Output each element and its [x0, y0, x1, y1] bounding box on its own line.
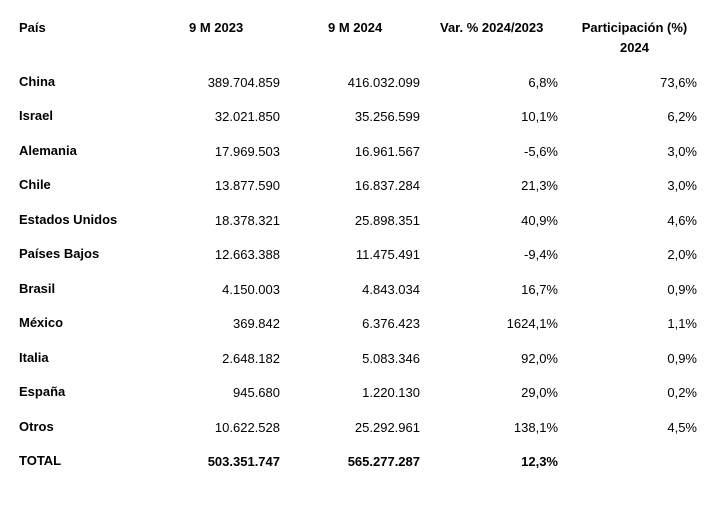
row-9m-2023: 4.150.003 [222, 282, 280, 297]
row-pais: Estados Unidos [19, 212, 118, 227]
row-pais: España [19, 384, 66, 399]
row-pais: Otros [19, 419, 54, 434]
row-pais: Brasil [19, 281, 56, 296]
row-9m-2024: 5.083.346 [362, 351, 420, 366]
row-9m-2024: 1.220.130 [362, 385, 420, 400]
row-participacion: 6,2% [667, 109, 697, 124]
row-9m-2023: 17.969.503 [214, 144, 280, 159]
row-var: 40,9% [521, 213, 558, 228]
row-9m-2024: 25.292.961 [354, 420, 420, 435]
row-9m-2024: 16.961.567 [354, 144, 420, 159]
row-var: 16,7% [521, 282, 558, 297]
row-9m-2023: 12.663.388 [214, 247, 280, 262]
row-9m-2023: 18.378.321 [214, 213, 280, 228]
row-9m-2024: 11.475.491 [355, 247, 420, 262]
row-var: 6,8% [528, 75, 558, 90]
row-pais: Países Bajos [19, 246, 100, 261]
row-9m-2023: 32.021.850 [214, 109, 280, 124]
row-9m-2024: 25.898.351 [354, 213, 420, 228]
row-participacion: 3,0% [667, 178, 697, 193]
row-pais: México [19, 315, 64, 330]
header-var: Var. % 2024/2023 [440, 20, 544, 35]
row-9m-2023: 389.704.859 [207, 75, 280, 90]
row-pais: Chile [19, 177, 51, 192]
total-9m-2024: 565.277.287 [347, 454, 420, 469]
row-var: 92,0% [521, 351, 558, 366]
total-var: 12,3% [521, 454, 558, 469]
row-participacion: 4,5% [667, 420, 697, 435]
row-participacion: 0,2% [667, 385, 697, 400]
row-pais: Italia [19, 350, 49, 365]
header-9m-2024: 9 M 2024 [328, 20, 383, 35]
row-participacion: 73,6% [660, 75, 697, 90]
row-9m-2023: 369.842 [233, 316, 280, 331]
row-9m-2024: 6.376.423 [362, 316, 420, 331]
row-var: -9,4% [524, 247, 558, 262]
row-9m-2024: 35.256.599 [354, 109, 420, 124]
row-9m-2023: 10.622.528 [214, 420, 280, 435]
row-9m-2024: 16.837.284 [354, 178, 420, 193]
row-9m-2023: 13.877.590 [214, 178, 280, 193]
header-participacion-year: 2024 [620, 40, 649, 55]
row-participacion: 3,0% [667, 144, 697, 159]
row-9m-2023: 945.680 [233, 385, 280, 400]
row-participacion: 2,0% [667, 247, 697, 262]
total-label: TOTAL [19, 453, 62, 468]
row-var: 21,3% [521, 178, 558, 193]
row-9m-2024: 4.843.034 [362, 282, 420, 297]
total-9m-2023: 503.351.747 [207, 454, 280, 469]
row-var: 29,0% [521, 385, 558, 400]
row-pais: Alemania [19, 143, 77, 158]
row-9m-2024: 416.032.099 [347, 75, 420, 90]
row-participacion: 0,9% [667, 351, 697, 366]
row-var: 10,1% [521, 109, 558, 124]
header-participacion: Participación (%) [581, 20, 688, 35]
row-var: 1624,1% [506, 316, 558, 331]
row-9m-2023: 2.648.182 [222, 351, 280, 366]
header-9m-2023: 9 M 2023 [189, 20, 244, 35]
row-var: 138,1% [513, 420, 558, 435]
row-var: -5,6% [524, 144, 558, 159]
row-pais: China [19, 74, 56, 89]
row-participacion: 1,1% [667, 316, 697, 331]
row-participacion: 0,9% [667, 282, 697, 297]
header-pais: País [19, 20, 46, 35]
row-pais: Israel [19, 108, 53, 123]
row-participacion: 4,6% [667, 213, 697, 228]
